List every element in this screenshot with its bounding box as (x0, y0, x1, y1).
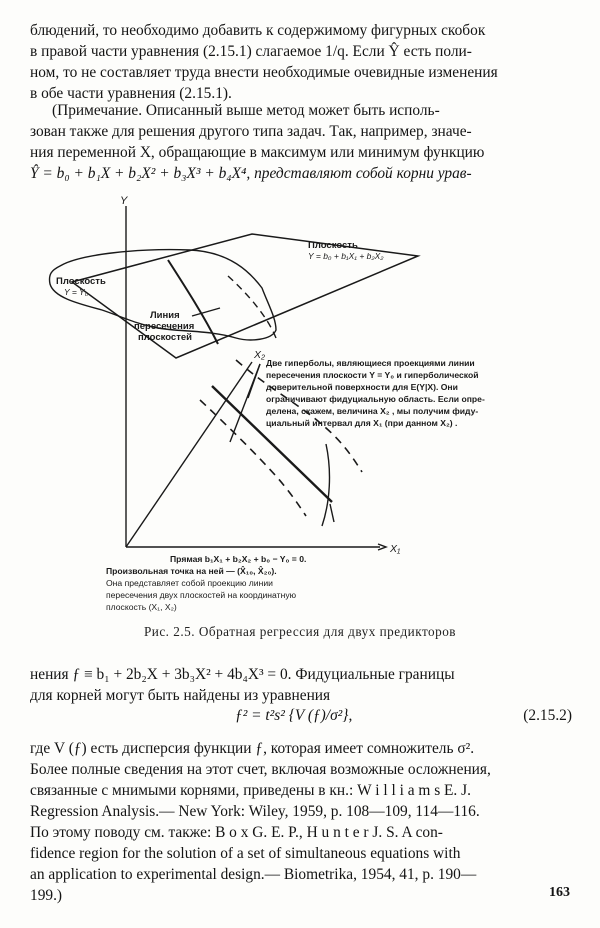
text-line: блюдений, то необходимо добавить к содержимому фигурных скобок (30, 22, 486, 39)
equation-2-15-2 (30, 707, 572, 729)
text-line: нения ƒ ≡ b₁ + 2b₂X + 3b₃X² + 4b₄X³ = 0. Фидуциальные границы (30, 666, 455, 683)
paragraph-note (30, 100, 572, 184)
intersection-label-3: плоскостей (138, 332, 192, 343)
text-line: где V (ƒ) есть дисперсия функции ƒ, которая имеет сомножитель σ². (30, 740, 475, 757)
text-line: связанные с мнимыми корнями, приведены в кн.: W i l l i a m s E. J. (30, 782, 471, 799)
hyperbola-note-5: делена, скажем, величина X₂ , мы получим фиду- (266, 406, 479, 416)
text-line: По этому поводу см. также: B o x G. E. P., H u n t e r J. S. A con- (30, 824, 443, 841)
hyperbola-note-6: циальный интервал для X₁ (при данном X₂) . (266, 418, 458, 428)
figure-drawing (40, 192, 580, 622)
text-line: 199.) (30, 887, 63, 904)
line-note-2: Произвольная точка на ней — (X̂₁₀, X̂₂₀). (106, 566, 277, 576)
intersection-label-1: Линия (150, 310, 180, 321)
line-note-5: плоскость (X₁, X₂) (106, 602, 177, 612)
intersection-pointer (192, 308, 220, 316)
paragraph-final (30, 738, 572, 906)
paragraph-top (30, 20, 572, 104)
note-pointer-3 (322, 444, 329, 526)
text-line: fidence region for the solution of a set of simultaneous equations with (30, 845, 461, 862)
intersection-dashed (228, 276, 276, 338)
note-pointer-2 (248, 364, 260, 398)
text-line: в правой части уравнения (2.15.1) слагаемое 1/q. Если Ŷ есть поли- (30, 43, 472, 60)
line-note-1: Прямая b₁X₁ + b₂X₂ + b₀ − Y₀ = 0. (170, 554, 307, 564)
plane-left-eq: Y = Y₀ (64, 287, 89, 297)
page-number: 163 (549, 885, 570, 900)
y-axis-label: Y (120, 195, 128, 207)
hyperbola-note-1: Две гиперболы, являющиеся проекциями линии (266, 358, 475, 368)
figure-caption: Рис. 2.5. Обратная регрессия для двух предикторов (143, 624, 457, 639)
text-line: ния переменной X, обращающие в максимум или минимум функцию (30, 144, 485, 161)
equation-number: (2.15.2) (523, 707, 572, 724)
hyperbola-note-3: доверительной поверхности для E(Y|X). Они (266, 382, 458, 392)
line-note-pointer (330, 504, 334, 522)
x1-axis-label: X₁ (390, 543, 401, 555)
hyperbola-note-2: пересечения плоскости Y = Y₀ и гиперболической (266, 370, 479, 380)
figure-inverse-regression (40, 192, 580, 622)
text-line: зован также для решения другого типа задач. Так, например, значе- (30, 123, 472, 140)
text-line: ном, то не составляет труда внести необходимые очевидные изменения (30, 64, 498, 81)
x2-axis-label: X₂ (254, 349, 266, 361)
plane-left-label: Плоскость (56, 276, 106, 287)
intersection-label-2: пересечения (134, 321, 195, 332)
text-line: (Примечание. Описанный выше метод может быть исполь- (52, 102, 440, 119)
text-line: Regression Analysis.— New York: Wiley, 1959, p. 108—109, 114—116. (30, 803, 480, 820)
line-note-3: Она представляет собой проекцию линии (106, 578, 273, 588)
text-line: Ŷ = b₀ + b₁X + b₂X² + b₃X³ + b₄X⁴, представляют собой корни урав- (30, 165, 472, 182)
text-line: для корней могут быть найдены из уравнения (30, 687, 331, 704)
hyperbola-note-4: ограничивают фидуциальную область. Если опре- (266, 394, 485, 404)
plane-right-eq: Y = b₀ + b₁X₁ + b₂X₂ (308, 251, 384, 261)
line-note-4: пересечения двух плоскостей на координатную (106, 590, 297, 600)
text-line: Более полные сведения на этот счет, включая возможные осложнения, (30, 761, 491, 778)
text-line: в обе части уравнения (2.15.1). (30, 85, 232, 102)
equation-formula: ƒ² = t²s² {V (ƒ)/σ²}, (235, 707, 353, 724)
text-line: an application to experimental design.— Biometrika, 1954, 41, p. 190— (30, 866, 477, 883)
x2-axis (126, 362, 252, 547)
paragraph-after (30, 664, 572, 706)
plane-right-label: Плоскость (308, 240, 358, 251)
